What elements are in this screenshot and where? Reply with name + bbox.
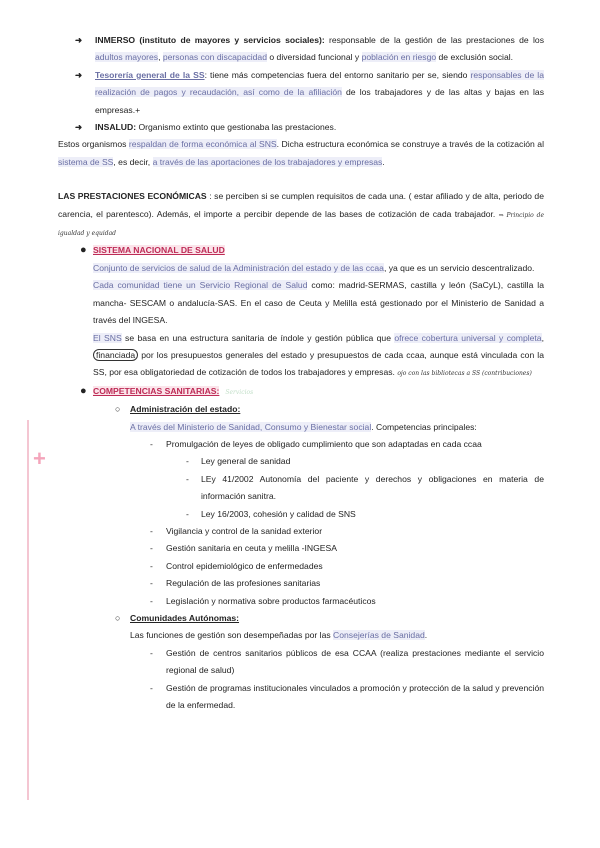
- sns-paragraph-1: Conjunto de servicios de salud de la Administración del estado y de las ccaa, ya que es un servicio descentralizado.: [93, 262, 535, 273]
- ccaa-heading: Comunidades Autónomas:: [130, 613, 240, 623]
- paragraph-organismos: Estos organismos respaldan de forma económica al SNS. Dicha estructura económica se construye a través de la cotización al sistema de SS, es decir, a través de las aportaciones de los trabajadores y empresas.: [58, 139, 544, 167]
- margin-line: [27, 420, 29, 800]
- handwritten-note: Servicios: [225, 388, 254, 396]
- list-item: - Gestión de programas institucionales vinculados a promoción y protección de la salud y prevención de la enfermedad.: [150, 682, 544, 711]
- section-heading-sns: SISTEMA NACIONAL DE SALUD: [93, 245, 225, 256]
- section-sns: [58, 242, 544, 259]
- handwritten-note: ojo con las bibliotecas a SS (contribuciones): [397, 370, 532, 378]
- list-item: - Ley general de sanidad: [186, 456, 291, 467]
- bullet-icon: ●: [80, 384, 87, 397]
- arrow-right-icon: ➜: [75, 69, 83, 80]
- list-item: - Ley 16/2003, cohesión y calidad de SNS: [186, 508, 356, 519]
- prestaciones-label: LAS PRESTACIONES ECONÓMICAS: [58, 191, 207, 202]
- list-item: - Vigilancia y control de la sanidad exterior: [150, 525, 323, 536]
- list-item: - Promulgación de leyes de obligado cumplimiento que son adaptadas en cada ccaa: [150, 438, 482, 449]
- list-item: - Gestión de centros sanitarios públicos de esa CCAA (realiza prestaciones mediante el servicio regional de salud): [150, 647, 544, 676]
- sns-paragraph-3: El SNS se basa en una estructura sanitaria de índole y gestión pública que ofrece cobertura universal y completa, financiada por los presupuestos generales del estado y presupuestos de cada ccaa, aunque está vinculada con la SS, por esa obligatoriedad de cotización de todos los trabajadores y empresas. ojo con las bibliotecas a SS (contribuciones): [93, 332, 544, 378]
- paragraph-prestaciones: LAS PRESTACIONES ECONÓMICAS : se perciben si se cumplen requisitos de cada una. ( estar afiliado y de alta, periodo de carencia, el parentesco). Además, el importe a percibir depende de las bases de cotización de cada trabajador. ⇒ Principio de igualdad y equidad: [58, 191, 544, 238]
- arrow-right-icon: ➜: [75, 35, 83, 45]
- inmerso-label: INMERSO: [95, 35, 136, 45]
- list-item-tesoreria: ➜ Tesorería general de la SS: tiene más competencias fuera del entorno sanitario per se, siendo responsables de la realización de pagos y recaudación, así como de la afiliación de los trabajadores y de las altas y bajas en las empresas.+: [58, 67, 544, 119]
- list-item: - LEy 41/2002 Autonomía del paciente y derechos y obligaciones en materia de información sanitra.: [186, 473, 544, 502]
- list-item-insalud: ➜ INSALUD: Organismo extinto que gestionaba las prestaciones.: [58, 119, 544, 136]
- section-competencias: [58, 383, 544, 401]
- subsection-ccaa: [58, 610, 544, 627]
- subsection-admin: [58, 401, 544, 418]
- handwritten-note: ⇒ Principio de igualdad y equidad: [58, 211, 544, 238]
- circle-bullet-icon: ○: [115, 613, 121, 623]
- bullet-icon: ●: [80, 244, 87, 257]
- admin-heading: Administración del estado:: [130, 404, 241, 415]
- ccaa-intro: Las funciones de gestión son desempeñadas por las Consejerías de Sanidad.: [130, 630, 428, 641]
- section-heading-competencias: COMPETENCIAS SANITARIAS:: [93, 385, 220, 396]
- insalud-label: INSALUD:: [95, 122, 137, 133]
- circle-bullet-icon: ○: [115, 404, 121, 415]
- sns-paragraph-2: Cada comunidad tiene un Servicio Regional de Salud como: madrid-SERMAS, castilla y león (SaCyL), castilla la mancha- SESCAM o andalucía-SAS. En el caso de Ceuta y Melilla está gestionado por el Ministerio de Sanidad a través del INGESA.: [93, 280, 544, 326]
- list-item: - Gestión sanitaria en ceuta y melilla -INGESA: [150, 543, 337, 554]
- list-item: - Control epidemiológico de enfermedades: [150, 560, 323, 571]
- list-item: - Legislación y normativa sobre productos farmacéuticos: [150, 595, 376, 606]
- admin-intro: A través del Ministerio de Sanidad, Consumo y Bienestar social. Competencias principales:: [130, 421, 477, 432]
- plus-icon: +: [33, 446, 46, 471]
- circled-word: financiada: [93, 349, 138, 361]
- list-item-inmerso: ➜ INMERSO (instituto de mayores y servicios sociales): responsable de la gestión de las prestaciones de los adultos mayores, personas con discapacidad o diversidad funcional y población en riesgo de exclusión social.: [58, 32, 544, 67]
- arrow-right-icon: ➜: [75, 122, 83, 133]
- list-item: - Regulación de las profesiones sanitarias: [150, 578, 321, 589]
- document-page: [58, 32, 544, 714]
- tesoreria-label: Tesorería general de la SS: [95, 69, 205, 80]
